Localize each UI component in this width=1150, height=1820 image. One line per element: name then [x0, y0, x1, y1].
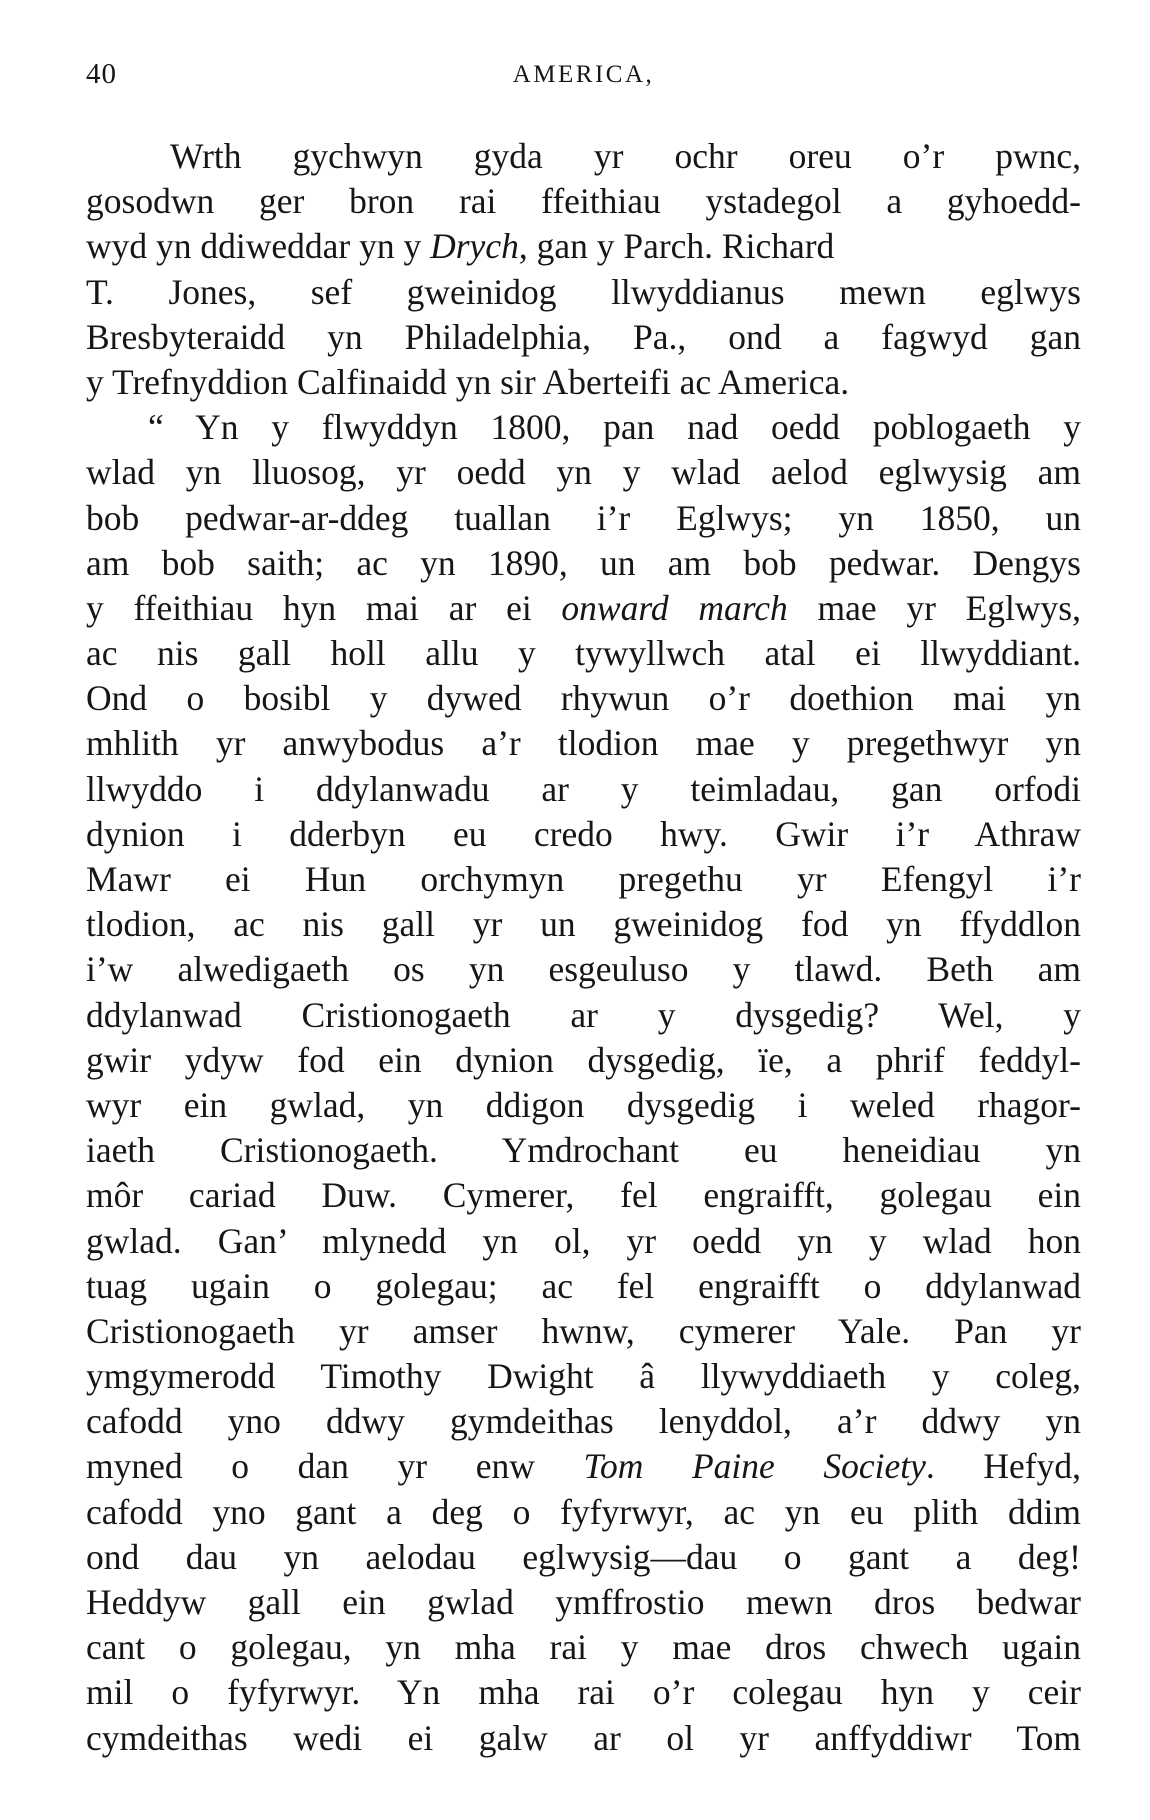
- body-text: [86, 134, 1081, 1761]
- text-line: [86, 541, 1081, 586]
- text-line: [86, 496, 1081, 541]
- text-segment: . Hefyd,: [925, 1446, 1081, 1487]
- text-line: [86, 405, 1081, 450]
- text-segment: tuag ugain o golegau; ac fel engraifft o ddylanwad: [86, 1265, 1081, 1306]
- text-line: [86, 1354, 1081, 1399]
- text-segment: mil o fyfyrwyr. Yn mha rai o’r colegau hyn y ceir: [86, 1672, 1081, 1713]
- text-line: [86, 224, 1081, 269]
- text-line: [86, 1399, 1081, 1444]
- text-segment: gosodwn ger bron rai ffeithiau ystadegol a gyhoedd-: [86, 181, 1081, 222]
- text-segment: bob pedwar-ar-ddeg tuallan i’r Eglwys; yn 1850, un: [86, 497, 1081, 538]
- text-segment: gwir ydyw fod ein dynion dysgedig, ïe, a phrif feddyl-: [86, 1039, 1081, 1080]
- text-segment: Ond o bosibl y dywed rhywun o’r doethion mai yn: [86, 678, 1081, 719]
- text-line: [86, 721, 1081, 766]
- text-line: [86, 1038, 1081, 1083]
- text-segment: cafodd yno gant a deg o fyfyrwyr, ac yn eu plith ddim: [86, 1491, 1081, 1532]
- text-line: [86, 586, 1081, 631]
- text-segment: wlad yn lluosog, yr oedd yn y wlad aelod eglwysig am: [86, 452, 1081, 493]
- text-segment: i’w alwedigaeth os yn esgeuluso y tlawd. Beth am: [86, 949, 1081, 990]
- text-segment: myned o dan yr enw: [86, 1446, 584, 1487]
- text-line: [86, 1309, 1081, 1354]
- text-line: [86, 179, 1081, 224]
- text-line: [86, 1625, 1081, 1670]
- text-line: [86, 1716, 1081, 1761]
- running-title: AMERICA,: [512, 61, 655, 88]
- text-segment: y ffeithiau hyn mai ar ei: [86, 587, 562, 628]
- text-segment: , gan y Parch. Richard: [518, 226, 835, 267]
- text-segment: T. Jones, sef gweinidog llwyddianus mewn eglwys: [86, 271, 1081, 312]
- text-line: [86, 360, 1081, 405]
- italic-text: Drych: [430, 226, 519, 267]
- italic-text: Tom Paine Society: [583, 1446, 926, 1487]
- text-segment: mae yr Eglwys,: [787, 587, 1081, 628]
- text-line: [86, 947, 1081, 992]
- text-segment: ddylanwad Cristionogaeth ar y dysgedig? Wel, y: [86, 994, 1081, 1035]
- text-line: [86, 993, 1081, 1038]
- text-line: [86, 1490, 1081, 1535]
- page-number: 40: [86, 58, 117, 90]
- text-segment: ond dau yn aelodau eglwysig—dau o gant a deg!: [86, 1536, 1081, 1577]
- running-head: [86, 58, 1081, 98]
- text-segment: wyd yn ddiweddar yn y: [86, 226, 431, 267]
- text-line: [86, 631, 1081, 676]
- text-segment: “ Yn y flwyddyn 1800, pan nad oedd poblogaeth y: [148, 407, 1081, 448]
- text-segment: môr cariad Duw. Cymerer, fel engraifft, golegau ein: [86, 1175, 1081, 1216]
- text-line: [86, 1264, 1081, 1309]
- text-line: [86, 676, 1081, 721]
- text-line: [86, 450, 1081, 495]
- text-segment: am bob saith; ac yn 1890, un am bob pedwar. Dengys: [86, 542, 1081, 583]
- text-segment: Bresbyteraidd yn Philadelphia, Pa., ond a fagwyd gan: [86, 316, 1081, 357]
- text-line: [86, 1083, 1081, 1128]
- italic-text: onward march: [561, 587, 788, 628]
- text-line: [86, 1219, 1081, 1264]
- text-segment: iaeth Cristionogaeth. Ymdrochant eu heneidiau yn: [86, 1130, 1081, 1171]
- text-segment: wyr ein gwlad, yn ddigon dysgedig i weled rhagor-: [86, 1084, 1081, 1125]
- text-line: [86, 270, 1081, 315]
- text-line: [86, 134, 1081, 179]
- text-segment: Cristionogaeth yr amser hwnw, cymerer Yale. Pan yr: [86, 1310, 1081, 1351]
- text-segment: Mawr ei Hun orchymyn pregethu yr Efengyl i’r: [86, 859, 1081, 899]
- text-line: [86, 767, 1081, 812]
- text-segment: dynion i dderbyn eu credo hwy. Gwir i’r Athraw: [86, 813, 1081, 854]
- text-line: [86, 1535, 1081, 1580]
- text-line: [86, 1580, 1081, 1625]
- text-segment: tlodion, ac nis gall yr un gweinidog fod yn ffyddlon: [86, 904, 1081, 945]
- text-segment: gwlad. Gan’ mlynedd yn ol, yr oedd yn y wlad hon: [86, 1220, 1081, 1261]
- text-segment: Heddyw gall ein gwlad ymffrostio mewn dros bedwar: [86, 1582, 1081, 1622]
- text-line: [86, 1173, 1081, 1218]
- text-segment: cant o golegau, yn mha rai y mae dros chwech ugain: [86, 1627, 1081, 1668]
- text-segment: cafodd yno ddwy gymdeithas lenyddol, a’r ddwy yn: [86, 1401, 1081, 1442]
- text-segment: ac nis gall holl allu y tywyllwch atal ei llwyddiant.: [86, 633, 1081, 674]
- text-line: [86, 315, 1081, 360]
- text-line: [86, 902, 1081, 947]
- text-line: [86, 1128, 1081, 1173]
- text-segment: mhlith yr anwybodus a’r tlodion mae y pregethwyr yn: [86, 723, 1081, 764]
- text-segment: Wrth gychwyn gyda yr ochr oreu o’r pwnc,: [170, 136, 1081, 176]
- text-segment: llwyddo i ddylanwadu ar y teimladau, gan orfodi: [86, 768, 1081, 809]
- text-line: [86, 1444, 1081, 1489]
- text-line: [86, 857, 1081, 902]
- text-segment: cymdeithas wedi ei galw ar ol yr anffyddiwr Tom: [86, 1717, 1081, 1758]
- text-segment: y Trefnyddion Calfinaidd yn sir Aberteifi ac America.: [86, 361, 850, 402]
- text-line: [86, 1670, 1081, 1715]
- text-segment: ymgymerodd Timothy Dwight â llywyddiaeth y coleg,: [86, 1356, 1081, 1397]
- text-line: [86, 812, 1081, 857]
